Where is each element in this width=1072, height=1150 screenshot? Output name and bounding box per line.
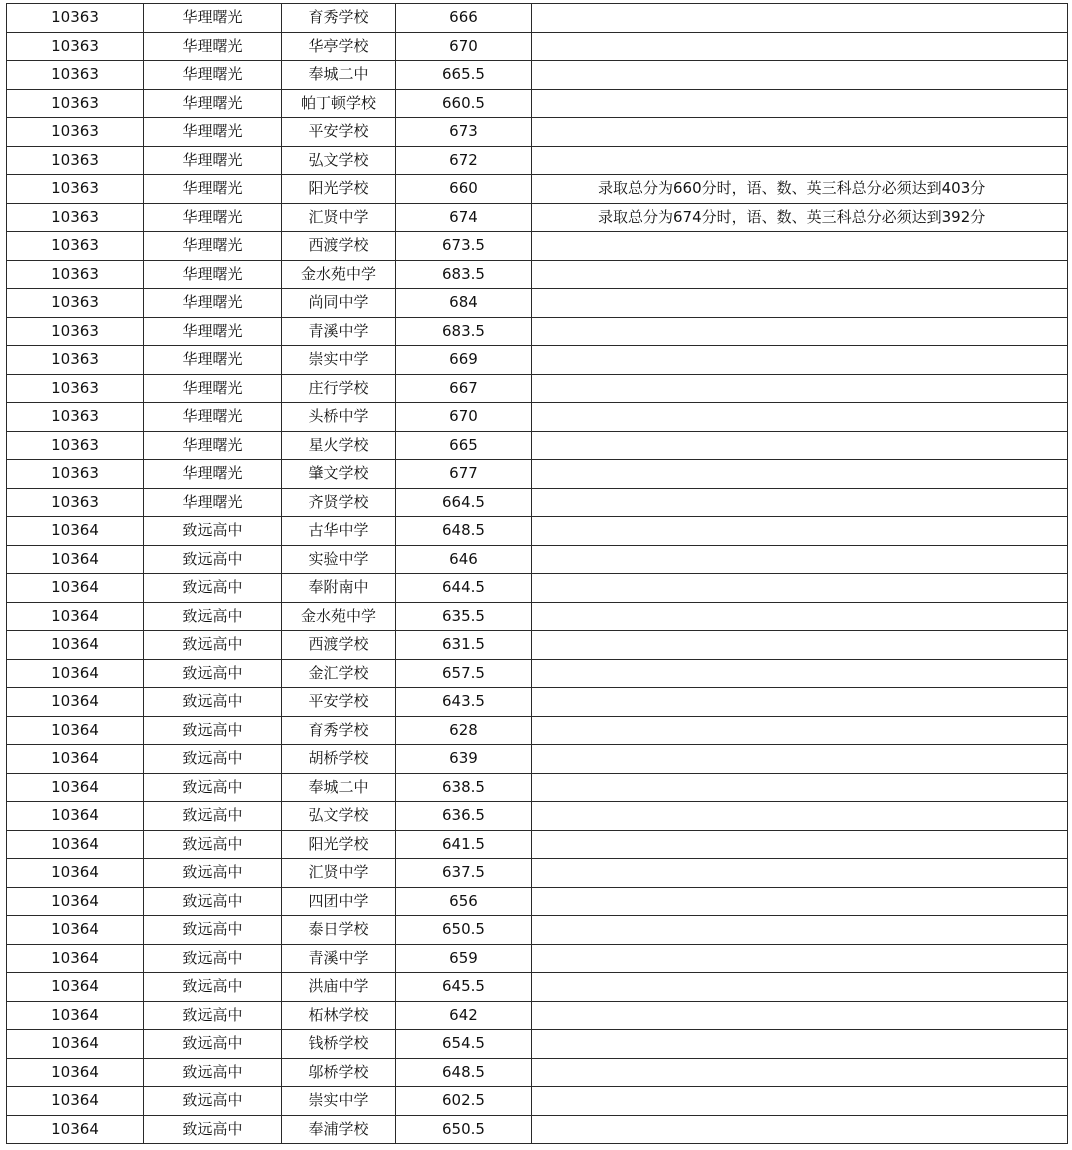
origin-school-cell: 柘林学校 xyxy=(282,1001,396,1030)
admitting-school-cell: 致远高中 xyxy=(144,887,282,916)
table-row xyxy=(7,1087,1068,1116)
remark-cell xyxy=(532,602,1068,631)
admitting-school-cell: 华理曙光 xyxy=(144,317,282,346)
school-code-cell: 10363 xyxy=(7,4,144,33)
remark-cell: 录取总分为674分时，语、数、英三科总分必须达到392分 xyxy=(532,203,1068,232)
admission-score-cell: 638.5 xyxy=(396,773,532,802)
admitting-school-cell: 致远高中 xyxy=(144,944,282,973)
admitting-school-cell: 致远高中 xyxy=(144,659,282,688)
school-code-cell: 10363 xyxy=(7,346,144,375)
admission-score-cell: 635.5 xyxy=(396,602,532,631)
origin-school-cell: 胡桥学校 xyxy=(282,745,396,774)
admitting-school-cell: 华理曙光 xyxy=(144,289,282,318)
admitting-school-cell: 致远高中 xyxy=(144,1087,282,1116)
school-code-cell: 10363 xyxy=(7,488,144,517)
admission-score-cell: 673 xyxy=(396,118,532,147)
school-code-cell: 10364 xyxy=(7,773,144,802)
table-row xyxy=(7,574,1068,603)
origin-school-cell: 头桥中学 xyxy=(282,403,396,432)
table-body xyxy=(7,4,1068,1144)
admitting-school-cell: 致远高中 xyxy=(144,517,282,546)
origin-school-cell: 帕丁顿学校 xyxy=(282,89,396,118)
table-row xyxy=(7,32,1068,61)
origin-school-cell: 金水苑中学 xyxy=(282,602,396,631)
school-code-cell: 10363 xyxy=(7,460,144,489)
admission-score-cell: 650.5 xyxy=(396,1115,532,1144)
admission-score-cell: 628 xyxy=(396,716,532,745)
origin-school-cell: 平安学校 xyxy=(282,118,396,147)
table-row xyxy=(7,89,1068,118)
admitting-school-cell: 致远高中 xyxy=(144,1001,282,1030)
admitting-school-cell: 致远高中 xyxy=(144,602,282,631)
table-row xyxy=(7,61,1068,90)
admitting-school-cell: 致远高中 xyxy=(144,830,282,859)
remark-cell xyxy=(532,887,1068,916)
origin-school-cell: 西渡学校 xyxy=(282,631,396,660)
school-code-cell: 10364 xyxy=(7,802,144,831)
table-row xyxy=(7,602,1068,631)
table-row xyxy=(7,1001,1068,1030)
remark-cell xyxy=(532,545,1068,574)
remark-cell xyxy=(532,574,1068,603)
admitting-school-cell: 致远高中 xyxy=(144,1058,282,1087)
remark-cell xyxy=(532,830,1068,859)
school-code-cell: 10363 xyxy=(7,89,144,118)
table-row xyxy=(7,773,1068,802)
remark-cell xyxy=(532,916,1068,945)
remark-cell xyxy=(532,802,1068,831)
admission-score-cell: 639 xyxy=(396,745,532,774)
table-row xyxy=(7,631,1068,660)
school-code-cell: 10364 xyxy=(7,659,144,688)
admission-score-cell: 602.5 xyxy=(396,1087,532,1116)
origin-school-cell: 西渡学校 xyxy=(282,232,396,261)
school-code-cell: 10364 xyxy=(7,1087,144,1116)
remark-cell xyxy=(532,32,1068,61)
remark-cell xyxy=(532,260,1068,289)
admitting-school-cell: 致远高中 xyxy=(144,973,282,1002)
table-row xyxy=(7,317,1068,346)
admitting-school-cell: 致远高中 xyxy=(144,574,282,603)
remark-cell xyxy=(532,745,1068,774)
school-code-cell: 10363 xyxy=(7,232,144,261)
table-row xyxy=(7,517,1068,546)
admitting-school-cell: 华理曙光 xyxy=(144,175,282,204)
admitting-school-cell: 华理曙光 xyxy=(144,32,282,61)
table-row xyxy=(7,802,1068,831)
remark-cell xyxy=(532,859,1068,888)
admitting-school-cell: 华理曙光 xyxy=(144,260,282,289)
school-code-cell: 10364 xyxy=(7,688,144,717)
table-row xyxy=(7,175,1068,204)
school-code-cell: 10364 xyxy=(7,1115,144,1144)
remark-cell xyxy=(532,118,1068,147)
remark-cell xyxy=(532,61,1068,90)
admission-score-cell: 650.5 xyxy=(396,916,532,945)
admitting-school-cell: 致远高中 xyxy=(144,916,282,945)
school-code-cell: 10364 xyxy=(7,545,144,574)
table-row xyxy=(7,830,1068,859)
origin-school-cell: 阳光学校 xyxy=(282,175,396,204)
school-code-cell: 10364 xyxy=(7,859,144,888)
admitting-school-cell: 华理曙光 xyxy=(144,61,282,90)
admission-score-cell: 654.5 xyxy=(396,1030,532,1059)
origin-school-cell: 钱桥学校 xyxy=(282,1030,396,1059)
origin-school-cell: 阳光学校 xyxy=(282,830,396,859)
origin-school-cell: 齐贤学校 xyxy=(282,488,396,517)
remark-cell xyxy=(532,317,1068,346)
admission-score-cell: 660.5 xyxy=(396,89,532,118)
table-row xyxy=(7,716,1068,745)
admission-score-cell: 642 xyxy=(396,1001,532,1030)
school-code-cell: 10364 xyxy=(7,973,144,1002)
origin-school-cell: 华亭学校 xyxy=(282,32,396,61)
origin-school-cell: 泰日学校 xyxy=(282,916,396,945)
school-code-cell: 10364 xyxy=(7,574,144,603)
admitting-school-cell: 华理曙光 xyxy=(144,118,282,147)
school-code-cell: 10363 xyxy=(7,260,144,289)
school-code-cell: 10364 xyxy=(7,1001,144,1030)
admission-score-cell: 644.5 xyxy=(396,574,532,603)
remark-cell xyxy=(532,89,1068,118)
admitting-school-cell: 华理曙光 xyxy=(144,203,282,232)
table-row xyxy=(7,232,1068,261)
table-row xyxy=(7,545,1068,574)
school-code-cell: 10364 xyxy=(7,631,144,660)
school-code-cell: 10363 xyxy=(7,61,144,90)
remark-cell xyxy=(532,431,1068,460)
table-row xyxy=(7,688,1068,717)
table-row xyxy=(7,118,1068,147)
table-row xyxy=(7,488,1068,517)
origin-school-cell: 平安学校 xyxy=(282,688,396,717)
remark-cell xyxy=(532,716,1068,745)
admission-score-cell: 648.5 xyxy=(396,1058,532,1087)
admission-score-cell: 657.5 xyxy=(396,659,532,688)
origin-school-cell: 青溪中学 xyxy=(282,944,396,973)
remark-cell xyxy=(532,1030,1068,1059)
origin-school-cell: 实验中学 xyxy=(282,545,396,574)
origin-school-cell: 弘文学校 xyxy=(282,802,396,831)
origin-school-cell: 青溪中学 xyxy=(282,317,396,346)
remark-cell xyxy=(532,289,1068,318)
table-row xyxy=(7,260,1068,289)
admitting-school-cell: 华理曙光 xyxy=(144,89,282,118)
table-row xyxy=(7,203,1068,232)
admission-score-cell: 684 xyxy=(396,289,532,318)
admitting-school-cell: 致远高中 xyxy=(144,1115,282,1144)
school-code-cell: 10363 xyxy=(7,403,144,432)
origin-school-cell: 奉浦学校 xyxy=(282,1115,396,1144)
origin-school-cell: 奉城二中 xyxy=(282,773,396,802)
origin-school-cell: 崇实中学 xyxy=(282,1087,396,1116)
admitting-school-cell: 华理曙光 xyxy=(144,403,282,432)
remark-cell xyxy=(532,146,1068,175)
remark-cell xyxy=(532,374,1068,403)
admission-score-cell: 659 xyxy=(396,944,532,973)
admission-score-cell: 673.5 xyxy=(396,232,532,261)
remark-cell xyxy=(532,403,1068,432)
admitting-school-cell: 华理曙光 xyxy=(144,460,282,489)
admitting-school-cell: 致远高中 xyxy=(144,631,282,660)
origin-school-cell: 金水苑中学 xyxy=(282,260,396,289)
admission-score-cell: 667 xyxy=(396,374,532,403)
table-row xyxy=(7,403,1068,432)
table-row xyxy=(7,887,1068,916)
remark-cell xyxy=(532,659,1068,688)
origin-school-cell: 弘文学校 xyxy=(282,146,396,175)
admission-score-cell: 666 xyxy=(396,4,532,33)
admission-score-cell: 631.5 xyxy=(396,631,532,660)
remark-cell: 录取总分为660分时，语、数、英三科总分必须达到403分 xyxy=(532,175,1068,204)
admission-score-cell: 636.5 xyxy=(396,802,532,831)
table-row xyxy=(7,431,1068,460)
school-code-cell: 10363 xyxy=(7,203,144,232)
remark-cell xyxy=(532,688,1068,717)
table-row xyxy=(7,289,1068,318)
origin-school-cell: 肇文学校 xyxy=(282,460,396,489)
table-row xyxy=(7,146,1068,175)
school-code-cell: 10363 xyxy=(7,32,144,61)
origin-school-cell: 洪庙中学 xyxy=(282,973,396,1002)
remark-cell xyxy=(532,973,1068,1002)
remark-cell xyxy=(532,346,1068,375)
origin-school-cell: 汇贤中学 xyxy=(282,203,396,232)
school-code-cell: 10364 xyxy=(7,716,144,745)
admitting-school-cell: 华理曙光 xyxy=(144,431,282,460)
admitting-school-cell: 致远高中 xyxy=(144,773,282,802)
remark-cell xyxy=(532,232,1068,261)
origin-school-cell: 汇贤中学 xyxy=(282,859,396,888)
school-code-cell: 10363 xyxy=(7,289,144,318)
school-code-cell: 10363 xyxy=(7,317,144,346)
school-code-cell: 10363 xyxy=(7,374,144,403)
admitting-school-cell: 华理曙光 xyxy=(144,488,282,517)
school-code-cell: 10364 xyxy=(7,830,144,859)
school-code-cell: 10364 xyxy=(7,1058,144,1087)
origin-school-cell: 崇实中学 xyxy=(282,346,396,375)
remark-cell xyxy=(532,631,1068,660)
admitting-school-cell: 华理曙光 xyxy=(144,146,282,175)
school-code-cell: 10363 xyxy=(7,118,144,147)
admission-score-cell: 645.5 xyxy=(396,973,532,1002)
admission-score-cell: 664.5 xyxy=(396,488,532,517)
table-row xyxy=(7,1030,1068,1059)
school-code-cell: 10363 xyxy=(7,175,144,204)
remark-cell xyxy=(532,4,1068,33)
school-code-cell: 10363 xyxy=(7,431,144,460)
remark-cell xyxy=(532,1058,1068,1087)
table-row xyxy=(7,4,1068,33)
origin-school-cell: 奉附南中 xyxy=(282,574,396,603)
admitting-school-cell: 致远高中 xyxy=(144,745,282,774)
origin-school-cell: 育秀学校 xyxy=(282,4,396,33)
origin-school-cell: 奉城二中 xyxy=(282,61,396,90)
remark-cell xyxy=(532,1115,1068,1144)
origin-school-cell: 金汇学校 xyxy=(282,659,396,688)
admitting-school-cell: 致远高中 xyxy=(144,802,282,831)
admitting-school-cell: 致远高中 xyxy=(144,1030,282,1059)
school-code-cell: 10364 xyxy=(7,602,144,631)
admission-score-cell: 683.5 xyxy=(396,260,532,289)
school-code-cell: 10364 xyxy=(7,887,144,916)
remark-cell xyxy=(532,460,1068,489)
admitting-school-cell: 致远高中 xyxy=(144,545,282,574)
school-code-cell: 10364 xyxy=(7,916,144,945)
admitting-school-cell: 华理曙光 xyxy=(144,374,282,403)
origin-school-cell: 邬桥学校 xyxy=(282,1058,396,1087)
table-row xyxy=(7,859,1068,888)
school-code-cell: 10364 xyxy=(7,745,144,774)
origin-school-cell: 古华中学 xyxy=(282,517,396,546)
table-row xyxy=(7,659,1068,688)
admitting-school-cell: 华理曙光 xyxy=(144,346,282,375)
admitting-school-cell: 致远高中 xyxy=(144,859,282,888)
admission-score-cell: 637.5 xyxy=(396,859,532,888)
school-code-cell: 10364 xyxy=(7,944,144,973)
admission-score-cell: 641.5 xyxy=(396,830,532,859)
remark-cell xyxy=(532,517,1068,546)
admission-score-cell: 665 xyxy=(396,431,532,460)
admitting-school-cell: 华理曙光 xyxy=(144,232,282,261)
admission-score-cell: 643.5 xyxy=(396,688,532,717)
admission-score-cell: 674 xyxy=(396,203,532,232)
origin-school-cell: 庄行学校 xyxy=(282,374,396,403)
remark-cell xyxy=(532,1087,1068,1116)
school-code-cell: 10363 xyxy=(7,146,144,175)
table-row xyxy=(7,1115,1068,1144)
admission-score-cell: 648.5 xyxy=(396,517,532,546)
admitting-school-cell: 华理曙光 xyxy=(144,4,282,33)
remark-cell xyxy=(532,1001,1068,1030)
table-row xyxy=(7,1058,1068,1087)
admission-score-cell: 660 xyxy=(396,175,532,204)
table-row xyxy=(7,973,1068,1002)
table-row xyxy=(7,460,1068,489)
table-row xyxy=(7,745,1068,774)
origin-school-cell: 星火学校 xyxy=(282,431,396,460)
admission-score-cell: 670 xyxy=(396,403,532,432)
school-code-cell: 10364 xyxy=(7,517,144,546)
remark-cell xyxy=(532,488,1068,517)
admission-score-cell: 656 xyxy=(396,887,532,916)
school-code-cell: 10364 xyxy=(7,1030,144,1059)
admission-score-cell: 669 xyxy=(396,346,532,375)
origin-school-cell: 四团中学 xyxy=(282,887,396,916)
admitting-school-cell: 致远高中 xyxy=(144,716,282,745)
origin-school-cell: 尚同中学 xyxy=(282,289,396,318)
table-row xyxy=(7,916,1068,945)
table-row xyxy=(7,944,1068,973)
table-row xyxy=(7,346,1068,375)
admission-score-cell: 683.5 xyxy=(396,317,532,346)
admission-score-cell: 665.5 xyxy=(396,61,532,90)
table-row xyxy=(7,374,1068,403)
admission-score-cell: 646 xyxy=(396,545,532,574)
admission-score-table xyxy=(6,3,1068,1144)
origin-school-cell: 育秀学校 xyxy=(282,716,396,745)
admitting-school-cell: 致远高中 xyxy=(144,688,282,717)
admission-score-cell: 670 xyxy=(396,32,532,61)
remark-cell xyxy=(532,773,1068,802)
admission-score-cell: 677 xyxy=(396,460,532,489)
remark-cell xyxy=(532,944,1068,973)
admission-score-cell: 672 xyxy=(396,146,532,175)
